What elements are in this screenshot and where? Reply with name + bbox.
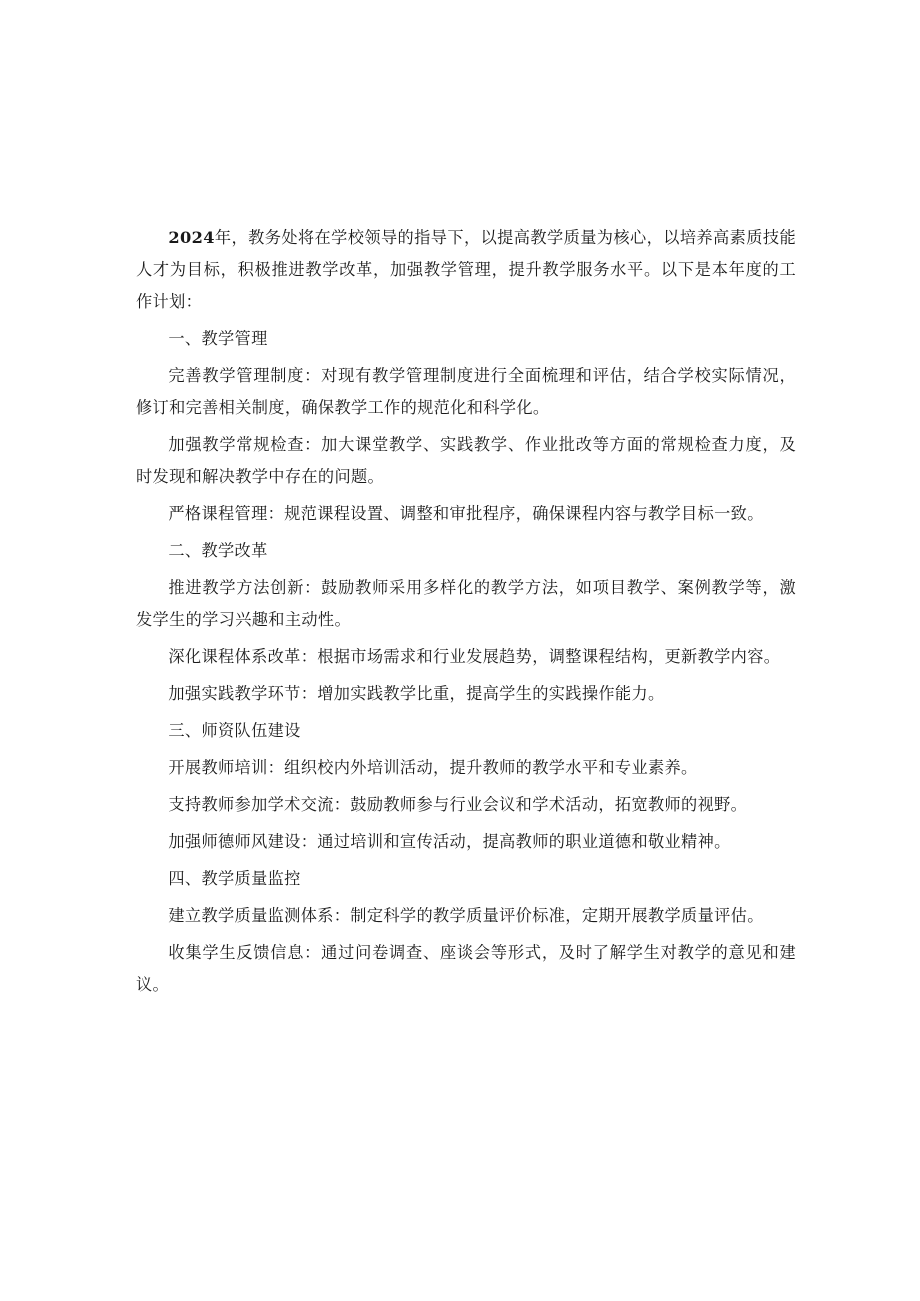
section-item: 开展教师培训：组织校内外培训活动，提升教师的教学水平和专业素养。 [168,758,698,777]
section-heading-teaching-management: 一、教学管理 [168,329,268,348]
section-item: 深化课程体系改革：根据市场需求和行业发展趋势，调整课程结构，更新教学内容。 [168,647,781,666]
intro-paragraph [136,222,796,318]
section-item: 加强教学常规检查：加大课堂教学、实践教学、作业批改等方面的常规检查力度，及时发现和解决教学中存在的问题。 [136,435,796,486]
section-item: 收集学生反馈信息：通过问卷调查、座谈会等形式，及时了解学生对教学的意见和建议。 [136,943,796,994]
section-item: 加强师德师风建设：通过培训和宣传活动，提高教师的职业道德和敬业精神。 [168,832,731,851]
section-heading-faculty-building: 三、师资队伍建设 [168,721,301,740]
section-item: 严格课程管理：规范课程设置、调整和审批程序，确保课程内容与教学目标一致。 [168,504,764,523]
section-item: 支持教师参加学术交流：鼓励教师参与行业会议和学术活动，拓宽教师的视野。 [168,795,748,814]
section-heading-quality-monitoring: 四、教学质量监控 [168,869,301,888]
section-heading-teaching-reform: 二、教学改革 [168,541,268,560]
intro-text: 年，教务处将在学校领导的指导下，以提高教学质量为核心，以培养高素质技能人才为目标，积极推进教学改革，加强教学管理，提升教学服务水平。以下是本年度的工作计划： [136,228,796,311]
section-item: 建立教学质量监测体系：制定科学的教学质量评价标准，定期开展教学质量评估。 [168,906,764,925]
section-item: 完善教学管理制度：对现有教学管理制度进行全面梳理和评估，结合学校实际情况，修订和完善相关制度，确保教学工作的规范化和科学化。 [136,366,796,417]
section-item: 加强实践教学环节：增加实践教学比重，提高学生的实践操作能力。 [168,684,665,703]
section-item: 推进教学方法创新：鼓励教师采用多样化的教学方法，如项目教学、案例教学等，激发学生的学习兴趣和主动性。 [136,578,796,629]
intro-year: 2024 [168,228,215,247]
document-body [136,222,796,1006]
